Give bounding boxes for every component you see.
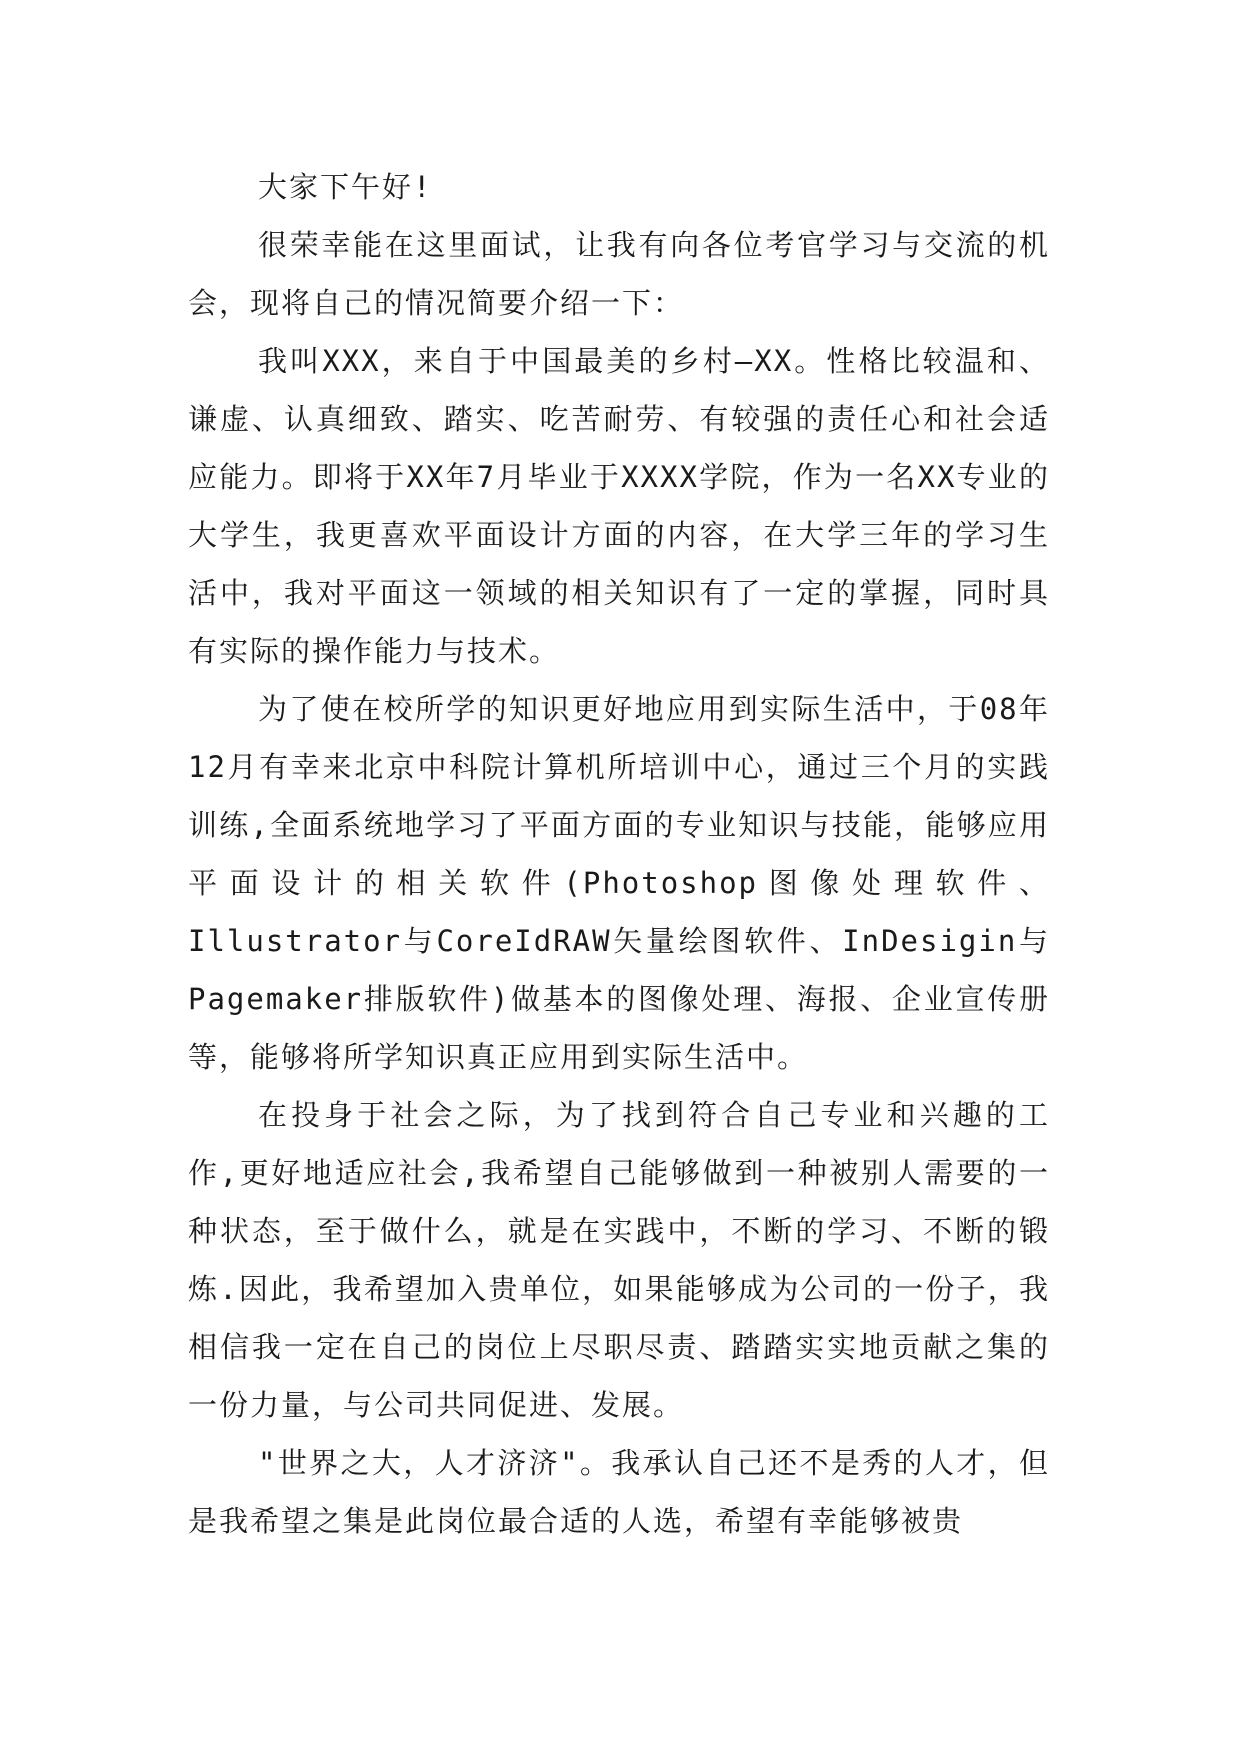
paragraph-career-goal: 在投身于社会之际，为了找到符合自己专业和兴趣的工作,更好地适应社会,我希望自己能够做到一种被别人需要的一种状态，至于做什么，就是在实践中，不断的学习、不断的锻炼.因此，我希望加入贵单位，如果能够成为公司的一份子，我相信我一定在自己的岗位上尽职尽责、踏踏实实地贡献之集的一份力量，与公司共同促进、发展。 [188,1098,1050,1422]
paragraph-closing: "世界之大，人才济济"。我承认自己还不是秀的人才，但是我希望之集是此岗位最合适的人选，希望有幸能够被贵 [188,1446,1050,1538]
paragraph-training: 为了使在校所学的知识更好地应用到实际生活中，于08年12月有幸来北京中科院计算机所培训中心，通过三个月的实践训练,全面系统地学习了平面方面的专业知识与技能，能够应用平面设计的相关软件(Photoshop图像处理软件、Illustrator与CoreIdRAW矢量绘图软件、InDesigin与Pagemaker排版软件)做基本的图像处理、海报、企业宣传册等，能够将所学知识真正应用到实际生活中。 [188,692,1050,1074]
document-body [188,158,1050,1550]
paragraph-intro: 很荣幸能在这里面试，让我有向各位考官学习与交流的机会，现将自己的情况简要介绍一下： [188,228,1050,320]
paragraph-greeting: 大家下午好! [258,170,433,204]
paragraph-personal-info: 我叫XXX，来自于中国最美的乡村—XX。性格比较温和、谦虚、认真细致、踏实、吃苦耐劳、有较强的责任心和社会适应能力。即将于XX年7月毕业于XXXX学院，作为一名XX专业的大学生，我更喜欢平面设计方面的内容，在大学三年的学习生活中，我对平面这一领域的相关知识有了一定的掌握，同时具有实际的操作能力与技术。 [188,344,1050,668]
